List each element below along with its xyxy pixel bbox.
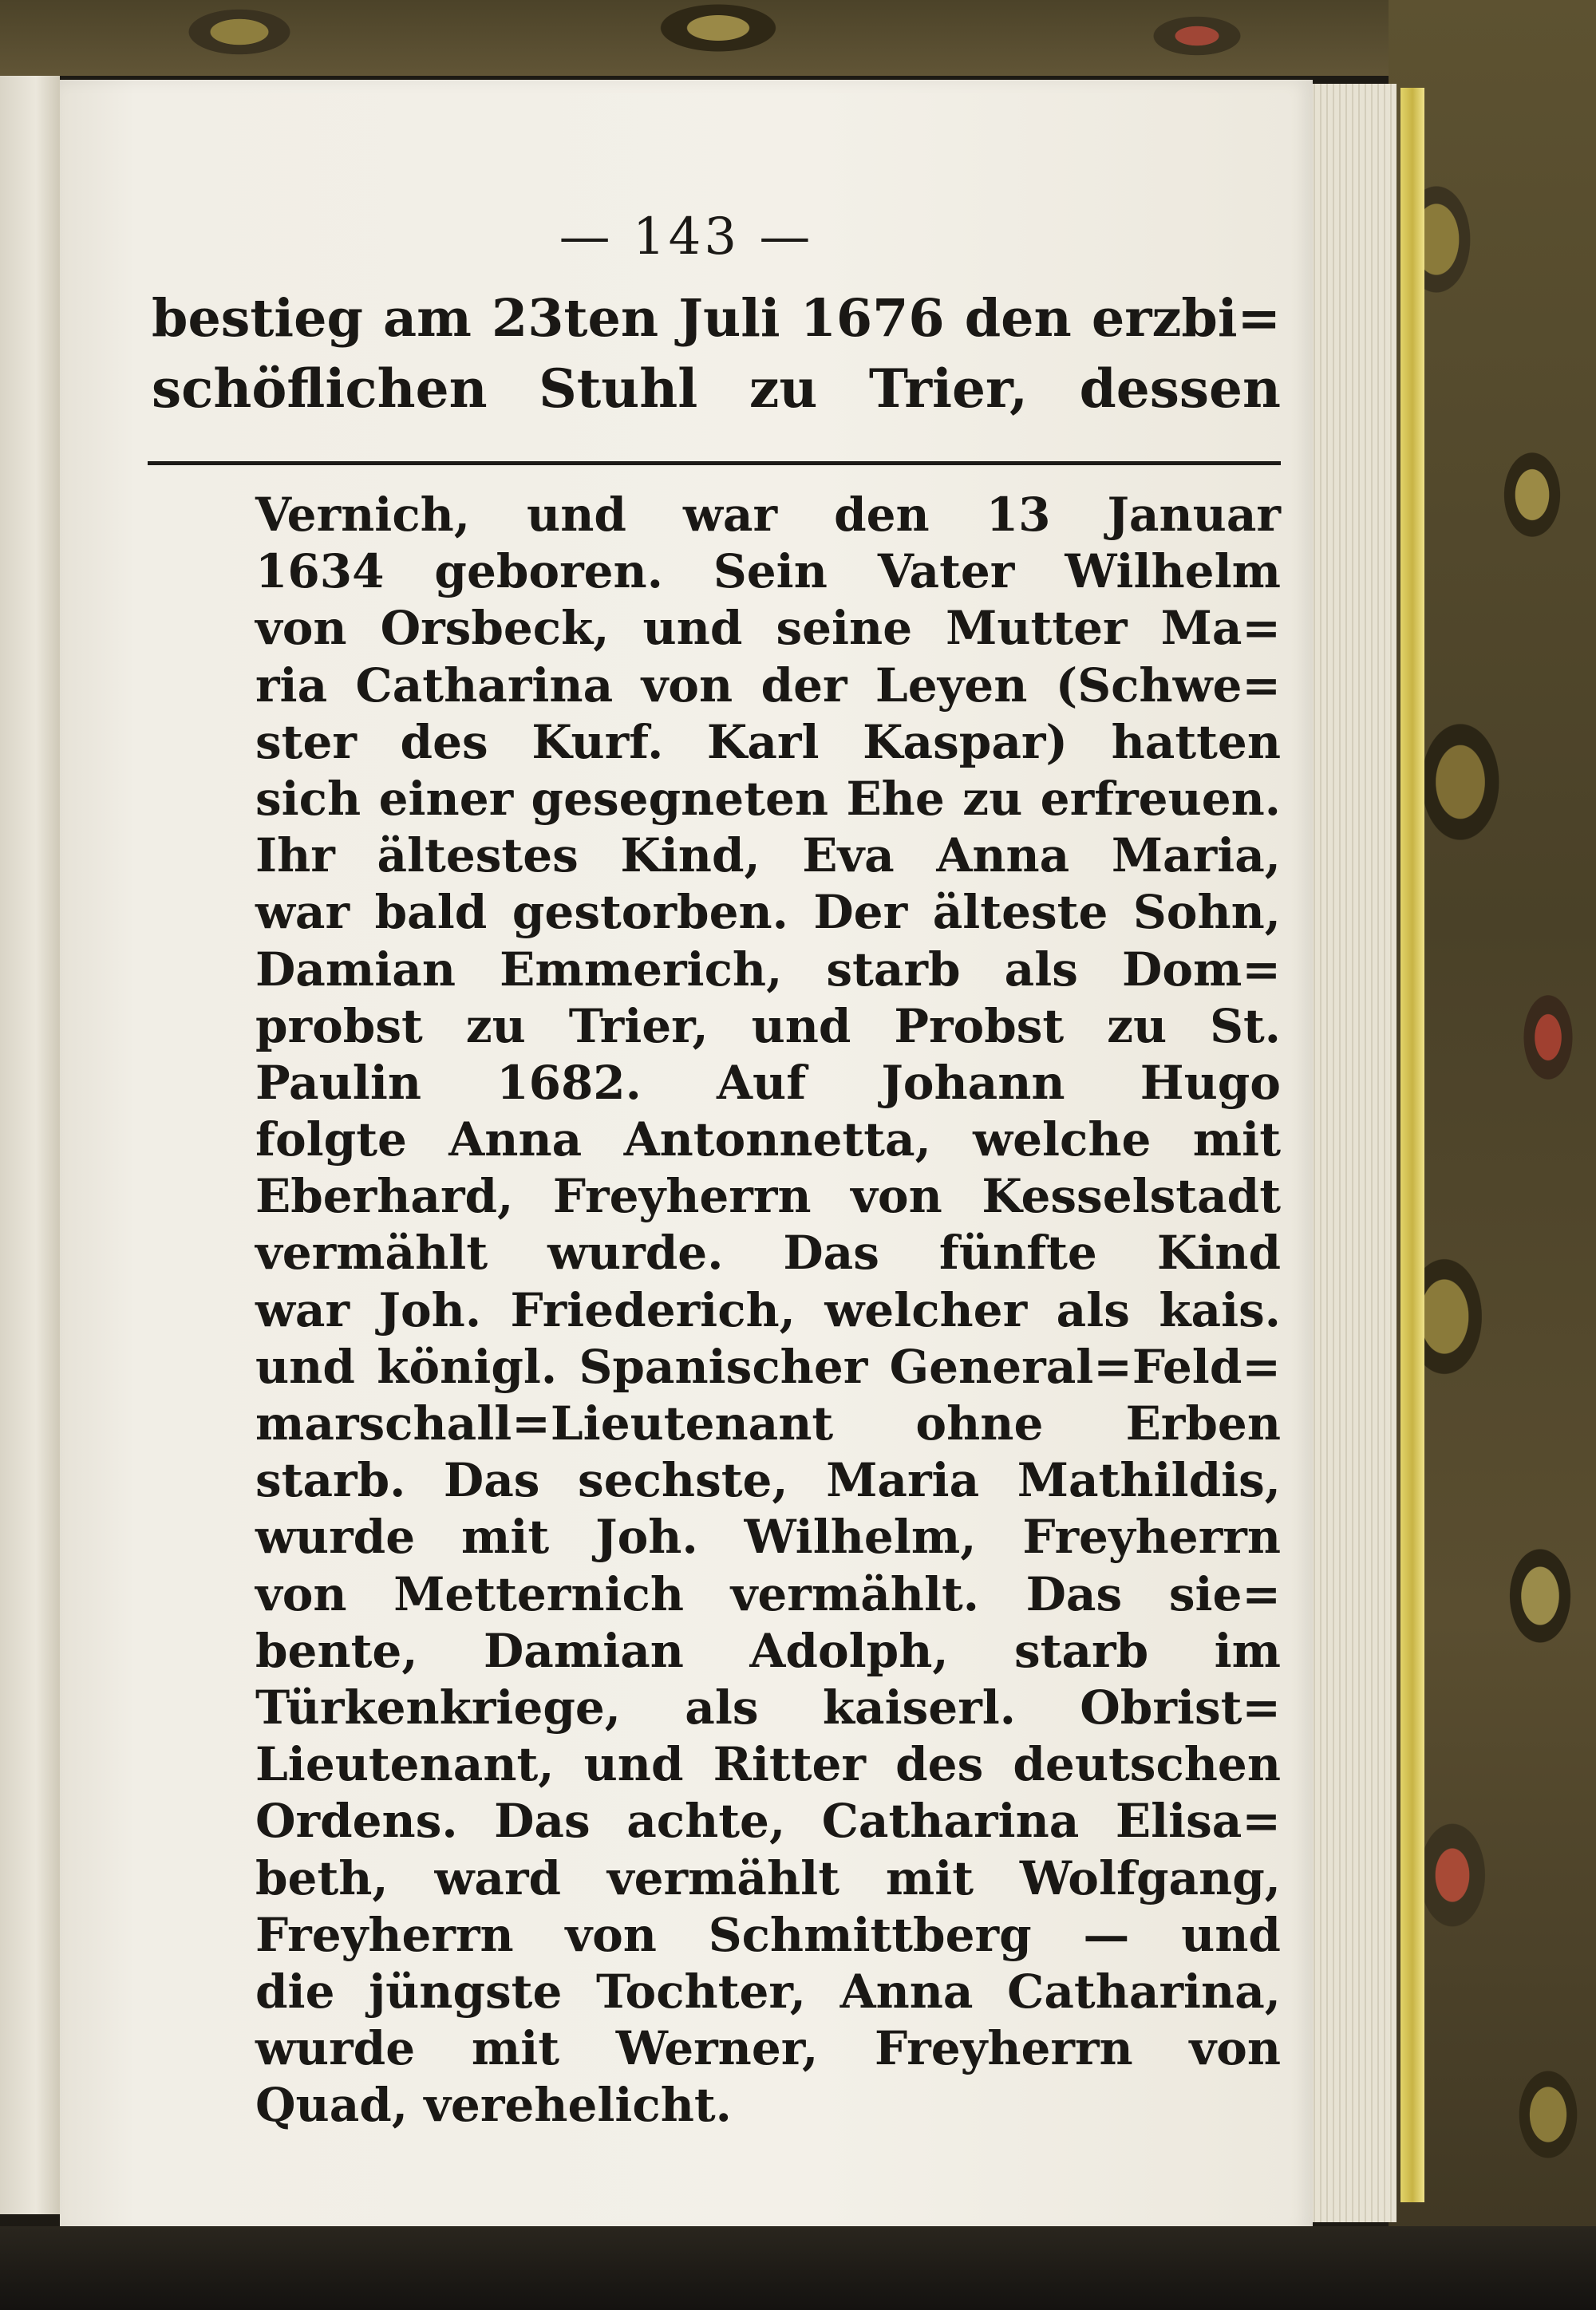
footnote-line: 1634 geboren. Sein Vater Wilhelm xyxy=(255,544,1281,599)
gilt-page-edge xyxy=(1400,88,1424,2202)
footnote-line: Damian Emmerich, starb als Dom= xyxy=(255,942,1281,997)
footnote-line: von Metternich vermählt. Das sie= xyxy=(255,1566,1281,1621)
footnote-line: marschall=Lieutenant ohne Erben xyxy=(255,1396,1281,1451)
footnote-line: war Joh. Friederich, welcher als kais. xyxy=(255,1282,1281,1337)
left-page-edge xyxy=(0,76,60,2214)
footnote-line: Freyherrn von Schmittberg — und xyxy=(255,1907,1281,1962)
footnote-divider xyxy=(148,461,1281,465)
footnote-line: Ordens. Das achte, Catharina Elisa= xyxy=(255,1794,1281,1849)
footnote-line: wurde mit Joh. Wilhelm, Freyherrn xyxy=(255,1510,1281,1565)
page-number: — 143 — xyxy=(559,207,814,267)
footnote-line: ria Catharina von der Leyen (Schwe= xyxy=(255,657,1281,713)
footnote-line: von Orsbeck, und seine Mutter Ma= xyxy=(255,601,1281,656)
footnote-line: probst zu Trier, und Probst zu St. xyxy=(255,998,1281,1053)
main-text xyxy=(152,283,1281,424)
footnote-line: Quad, verehelicht. xyxy=(255,2078,732,2133)
footnote-line: vermählt wurde. Das fünfte Kind xyxy=(255,1226,1281,1281)
footnote-line: Ihr ältestes Kind, Eva Anna Maria, xyxy=(255,828,1281,883)
footnote-line: war bald gestorben. Der älteste Sohn, xyxy=(255,885,1281,940)
footnote-line: beth, ward vermählt mit Wolfgang, xyxy=(255,1850,1281,1905)
main-text-line: schöflichen Stuhl zu Trier, dessen xyxy=(152,357,1281,420)
footnote-line: ster des Kurf. Karl Kaspar) hatten xyxy=(255,714,1281,769)
footnote-line: die jüngste Tochter, Anna Catharina, xyxy=(255,1964,1281,2019)
footnote-line: wurde mit Werner, Freyherrn von xyxy=(255,2021,1281,2076)
footnote-line: bente, Damian Adolph, starb im xyxy=(255,1623,1281,1678)
footnote-line: Eberhard, Freyherrn von Kesselstadt xyxy=(255,1169,1281,1224)
footnote-line: sich einer gesegneten Ehe zu erfreuen. xyxy=(255,771,1281,826)
page-stack-edges xyxy=(1309,84,1396,2222)
footnote-line: starb. Das sechste, Maria Mathildis, xyxy=(255,1453,1281,1508)
footnote-line: Lieutenant, und Ritter des deutschen xyxy=(255,1737,1281,1792)
footnote xyxy=(255,487,1281,2134)
page-bottom-shadow xyxy=(0,2226,1596,2310)
main-text-line: bestieg am 23ten Juli 1676 den erzbi= xyxy=(152,288,1281,349)
book-page xyxy=(60,80,1313,2234)
footnote-line: folgte Anna Antonnetta, welche mit xyxy=(255,1112,1281,1167)
footnote-line: Türkenkriege, als kaiserl. Obrist= xyxy=(255,1680,1281,1735)
book-cover-top xyxy=(0,0,1596,76)
footnote-line: Paulin 1682. Auf Johann Hugo xyxy=(255,1055,1281,1110)
footnote-line: Vernich, und war den 13 Januar xyxy=(255,488,1281,542)
footnote-line: und königl. Spanischer General=Feld= xyxy=(255,1339,1281,1394)
